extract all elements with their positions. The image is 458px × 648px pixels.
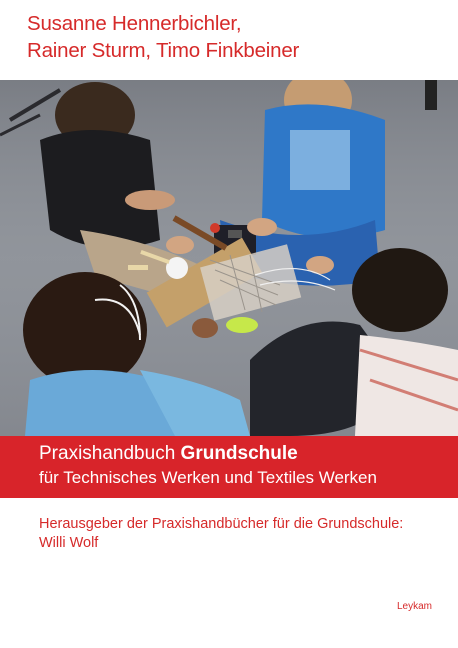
authors-line-1: Susanne Hennerbichler, <box>27 12 242 35</box>
editor-line-1: Herausgeber der Praxishandbücher für die Grundschule: <box>39 516 404 532</box>
cover-photo <box>0 80 458 436</box>
title-bold: Grundschule <box>180 443 298 464</box>
book-title <box>39 443 298 465</box>
authors-line-2: Rainer Sturm, Timo Finkbeiner <box>27 39 300 62</box>
book-subtitle: für Technisches Werken und Textiles Werken <box>39 468 377 487</box>
publisher-name: Leykam <box>397 601 433 612</box>
editor-line-2: Willi Wolf <box>39 535 99 551</box>
editor-info <box>39 515 403 553</box>
title-banner <box>0 436 458 498</box>
title-prefix: Praxishandbuch <box>39 443 181 464</box>
author-names <box>27 10 299 64</box>
